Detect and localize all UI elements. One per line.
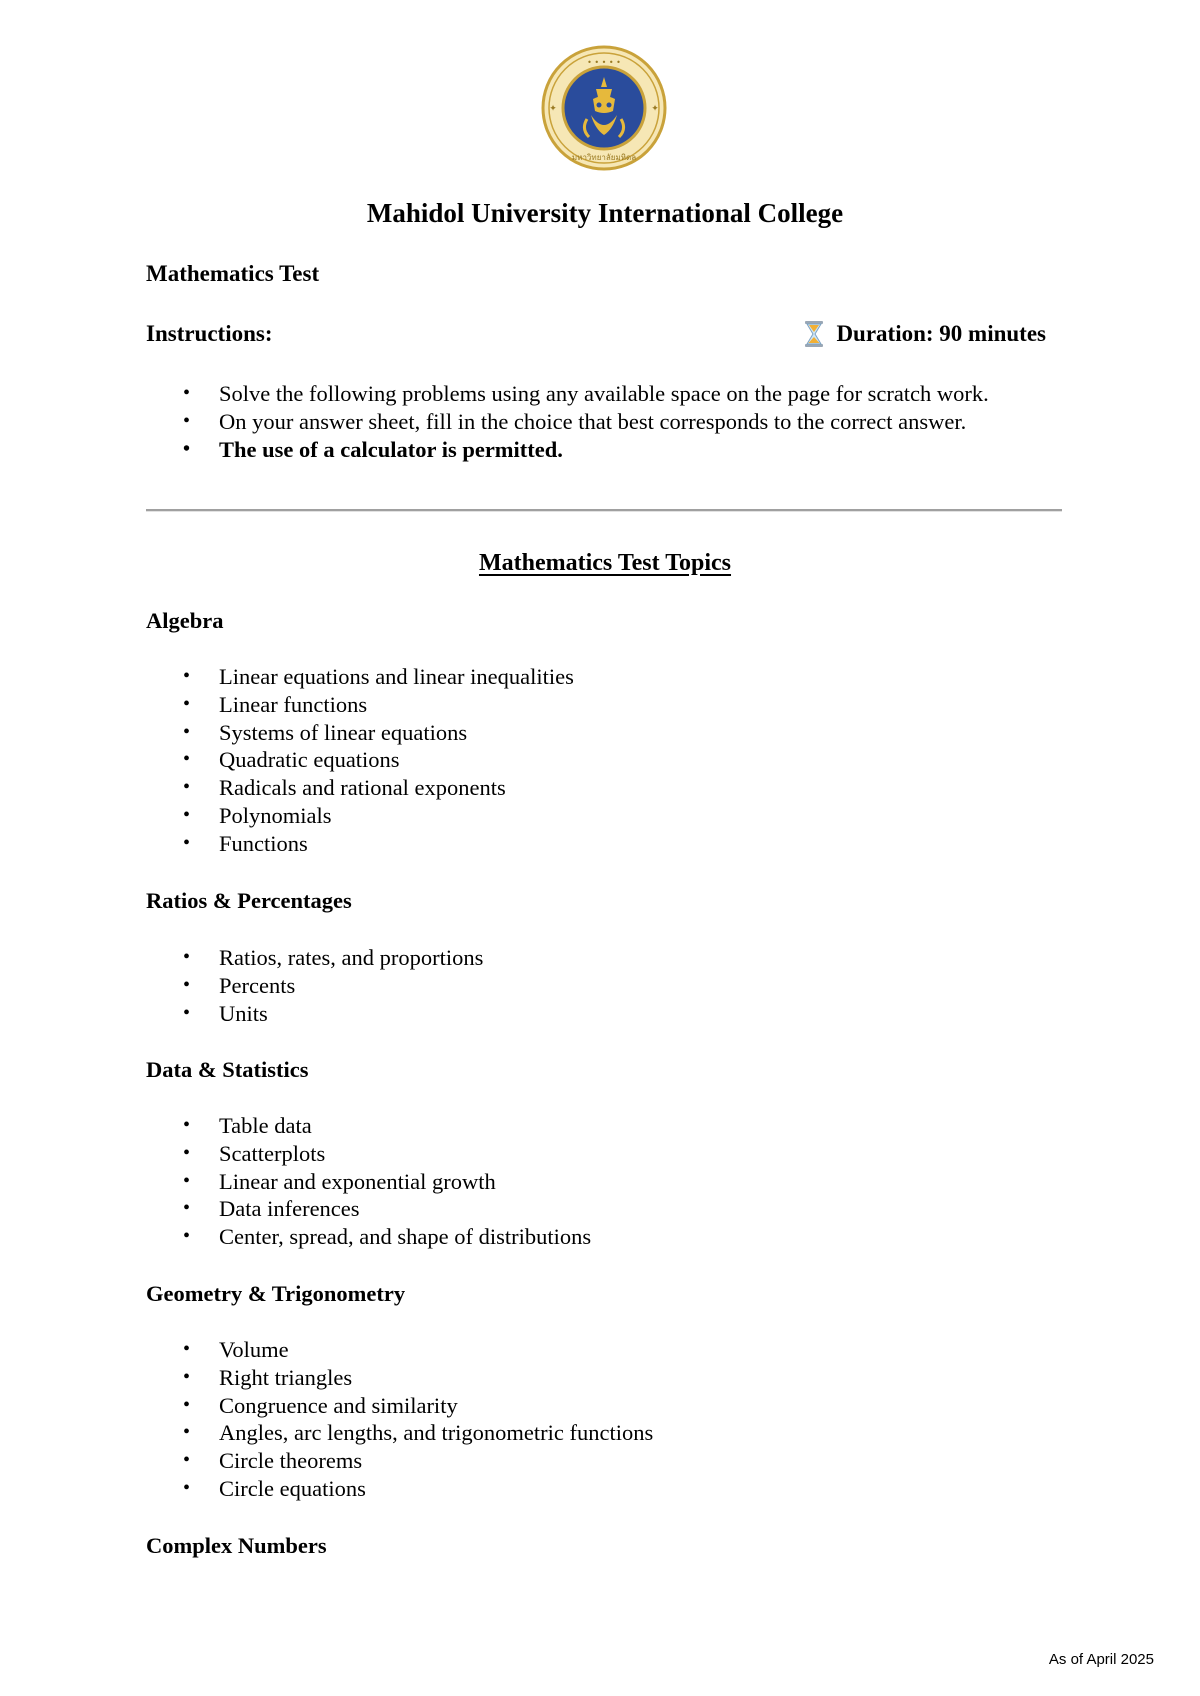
list-item: • Center, spread, and shape of distributions xyxy=(183,1224,592,1250)
list-item: • Percents xyxy=(183,972,296,998)
duration-label xyxy=(804,319,1046,349)
section-heading-algebra: Algebra xyxy=(146,608,224,633)
bullet-icon: • xyxy=(183,382,191,404)
list-item: • Linear equations and linear inequalities xyxy=(183,664,574,689)
data-statistics-topics-list xyxy=(146,1112,591,1251)
list-item: • Circle equations xyxy=(183,1475,366,1501)
bullet-icon: • xyxy=(183,831,191,854)
bullet-icon: • xyxy=(183,748,191,771)
list-item: • Linear functions xyxy=(183,691,368,717)
section-heading-geometry: Geometry & Trigonometry xyxy=(146,1281,406,1306)
list-item: • On your answer sheet, fill in the choice that best corresponds to the correct answer. xyxy=(183,408,967,434)
bullet-icon: • xyxy=(183,1449,191,1472)
footer-date-note: As of April 2025 xyxy=(1048,1651,1154,1668)
section-heading-ratios: Ratios & Percentages xyxy=(146,888,352,913)
duration-text: Duration: 90 minutes xyxy=(836,321,1046,346)
bullet-icon: • xyxy=(183,1141,191,1164)
bullet-icon: • xyxy=(183,665,191,687)
hourglass-icon xyxy=(804,321,824,347)
bullet-icon: • xyxy=(183,437,191,460)
svg-text:✦: ✦ xyxy=(549,104,557,114)
list-item: • Functions xyxy=(183,830,308,856)
bullet-icon: • xyxy=(183,1338,191,1360)
svg-text:มหาวิทยาลัยมหิดล: มหาวิทยาลัยมหิดล xyxy=(571,153,637,162)
ratios-topics-list xyxy=(146,944,483,1027)
section-heading-complex-numbers: Complex Numbers xyxy=(146,1533,327,1558)
list-item: • Scatterplots xyxy=(183,1140,326,1166)
bullet-icon: • xyxy=(183,946,191,968)
list-item: • Table data xyxy=(183,1113,312,1138)
bullet-icon: • xyxy=(183,1197,191,1220)
bullet-icon: • xyxy=(183,1169,191,1192)
college-name: Mahidol University International College xyxy=(366,198,844,228)
bullet-icon: • xyxy=(183,1365,191,1388)
bullet-icon: • xyxy=(183,1225,191,1248)
bullet-icon: • xyxy=(183,1114,191,1136)
list-item: • Circle theorems xyxy=(183,1448,363,1474)
bullet-icon: • xyxy=(183,973,191,996)
list-item: • Congruence and similarity xyxy=(183,1392,458,1418)
list-item: • Angles, arc lengths, and trigonometric functions xyxy=(183,1420,654,1446)
university-seal-logo xyxy=(541,45,667,171)
bullet-icon: • xyxy=(183,1001,191,1024)
list-item: • Units xyxy=(183,1000,268,1026)
bullet-icon: • xyxy=(183,803,191,826)
bullet-icon: • xyxy=(183,720,191,743)
list-item: • Linear and exponential growth xyxy=(183,1168,496,1194)
instructions-list xyxy=(146,380,989,463)
svg-text:✦: ✦ xyxy=(651,104,659,114)
geometry-topics-list xyxy=(146,1336,653,1503)
list-item: • Solve the following problems using any available space on the page for scratch work. xyxy=(183,381,989,406)
instructions-row xyxy=(146,319,1046,349)
list-item: • Ratios, rates, and proportions xyxy=(183,945,484,970)
list-item: • The use of a calculator is permitted. xyxy=(183,436,563,462)
bullet-icon: • xyxy=(183,776,191,799)
svg-text:• • • • •: • • • • • xyxy=(587,58,621,67)
seal-icon xyxy=(541,45,667,171)
bullet-icon: • xyxy=(183,1393,191,1416)
bullet-icon: • xyxy=(183,1421,191,1444)
horizontal-divider xyxy=(146,509,1062,512)
list-item: • Right triangles xyxy=(183,1364,353,1390)
algebra-topics-list xyxy=(146,663,574,858)
instructions-heading: Instructions: xyxy=(146,321,273,346)
list-item: • Polynomials xyxy=(183,802,332,828)
bullet-icon: • xyxy=(183,692,191,715)
bullet-icon: • xyxy=(183,409,191,432)
list-item: • Data inferences xyxy=(183,1196,360,1222)
list-item: • Systems of linear equations xyxy=(183,719,468,745)
section-heading-data-statistics: Data & Statistics xyxy=(146,1057,309,1082)
topics-title: Mathematics Test Topics xyxy=(478,550,732,576)
list-item: • Volume xyxy=(183,1337,289,1362)
test-title: Mathematics Test xyxy=(146,261,320,286)
list-item: • Quadratic equations xyxy=(183,747,400,773)
bullet-icon: • xyxy=(183,1476,191,1499)
list-item: • Radicals and rational exponents xyxy=(183,775,506,801)
